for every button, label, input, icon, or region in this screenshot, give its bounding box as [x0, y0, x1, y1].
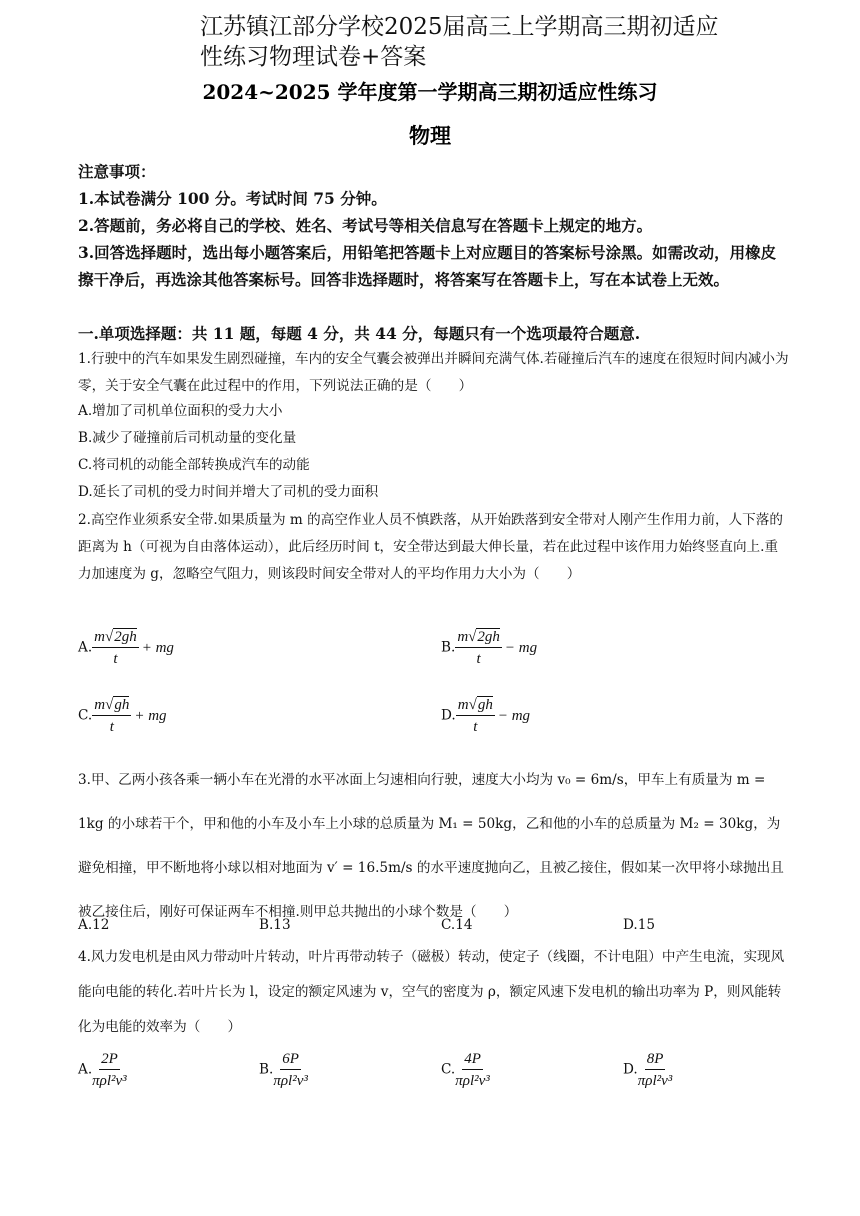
section-title: 一.单项选择题：共 11 题，每题 4 分，共 44 分，每题只有一个选项最符合题意. [78, 324, 641, 343]
option-label: B. [441, 639, 456, 656]
fraction: $\frac{4P}{\text{πρl²v³}}$ [455, 1051, 490, 1089]
question-3-stem: 3.甲、乙两小孩各乘一辆小车在光滑的水平冰面上匀速相向行驶，速度大小均为 v₀ = 6m/s，甲车上有质量为 m = 1kg 的小球若干个，甲和他的小车及小车上小球的总质量为 M₁ = 50kg，乙和他的小车的总质量为 M₂ = 30kg，为避免相撞，甲不断地将小球以相对地面为 v′ = 16.5m/s 的水平速度抛向乙，且被乙接住，假如某一次甲将小球抛出且被乙接住后，刚好可保证两车不相撞.则甲总共抛出的小球个数是（ ） [78, 772, 784, 920]
option-label: A. [78, 639, 93, 656]
question-3-option-a[interactable]: A.12 [78, 917, 110, 933]
question-4-option-b[interactable] [259, 1050, 308, 1090]
question-4-option-a[interactable] [78, 1050, 127, 1090]
exam-subject: 物理 [409, 123, 451, 148]
document-title-line1: 江苏镇江部分学校2025届高三上学期高三期初适应 [200, 14, 719, 40]
fraction: $\frac{m√2gh}{t}$ [94, 629, 137, 667]
question-1-option-c[interactable]: C.将司机的动能全部转换成汽车的动能 [78, 457, 310, 473]
option-label: C. [78, 707, 93, 724]
document-title [200, 12, 760, 72]
question-2-option-c[interactable]: C. $\frac{m√gh}{t}$ + mg [78, 697, 167, 735]
option-label: D. [441, 707, 456, 724]
option-label: B. [259, 1061, 274, 1078]
question-1-stem: 1.行驶中的汽车如果发生剧烈碰撞，车内的安全气囊会被弹出并瞬间充满气体.若碰撞后汽车的速度在很短时间内减小为零，关于安全气囊在此过程中的作用，下列说法正确的是（ ） [78, 351, 789, 394]
notice-item-2: 2.答题前，务必将自己的学校、姓名、考试号等相关信息写在答题卡上规定的地方。 [78, 216, 653, 235]
fraction: $\frac{6P}{\text{πρl²v³}}$ [273, 1051, 308, 1089]
question-2-stem: 2.高空作业须系安全带.如果质量为 m 的高空作业人员不慎跌落，从开始跌落到安全带对人刚产生作用力前，人下落的距离为 h（可视为自由落体运动），此后经历时间 t，安全带达到最大伸长量，若在此过程中该作用力始终竖直向上.重力加速度为 g，忽略空气阻力，则该段时间安全带对人的平均作用力大小为（ ） [78, 512, 783, 582]
question-3-option-d[interactable]: D.15 [623, 917, 656, 933]
fraction: $\frac{m√2gh}{t}$ [457, 629, 500, 667]
fraction: $\frac{m√gh}{t}$ [94, 697, 130, 735]
option-label: D. [623, 1061, 638, 1078]
notice-heading: 注意事项： [78, 162, 156, 181]
question-1-option-b[interactable]: B.减少了碰撞前后司机动量的变化量 [78, 430, 297, 446]
question-3-option-c[interactable]: C.14 [441, 917, 473, 933]
fraction: $\frac{m√gh}{t}$ [457, 697, 493, 735]
question-3-option-b[interactable]: B.13 [259, 917, 291, 933]
question-1-option-d[interactable]: D.延长了司机的受力时间并增大了司机的受力面积 [78, 484, 379, 500]
question-4-option-d[interactable] [623, 1050, 672, 1090]
question-2-option-a[interactable]: A. $\frac{m√2gh}{t}$ + mg [78, 629, 174, 667]
question-2-option-b[interactable]: B. $\frac{m√2gh}{t}$ − mg [441, 629, 538, 667]
exam-year-title: 2024~2025 学年度第一学期高三期初适应性练习 [202, 80, 658, 104]
question-1-option-a[interactable]: A.增加了司机单位面积的受力大小 [78, 403, 283, 419]
question-2-option-d[interactable]: D. $\frac{m√gh}{t}$ − mg [441, 697, 531, 735]
question-4-stem: 4.风力发电机是由风力带动叶片转动，叶片再带动转子（磁极）转动，使定子（线圈，不计电阻）中产生电流，实现风能向电能的转化.若叶片长为 l，设定的额定风速为 v，空气的密度为 ρ，额定风速下发电机的输出功率为 P，则风能转化为电能的效率为（ ） [78, 949, 785, 1035]
notice-item-3: 3.回答选择题时，选出每小题答案后，用铅笔把答题卡上对应题目的答案标号涂黑。如需改动，用橡皮擦干净后，再选涂其他答案标号。回答非选择题时，将答案写在答题卡上，写在本试卷上无效。 [78, 243, 777, 289]
question-4-option-c[interactable] [441, 1050, 490, 1090]
option-label: A. [78, 1061, 93, 1078]
fraction: $\frac{8P}{\text{πρl²v³}}$ [637, 1051, 673, 1089]
option-label: C. [441, 1061, 456, 1078]
document-title-line2: 性练习物理试卷+答案 [200, 44, 427, 70]
notice-item-1: 1.本试卷满分 100 分。考试时间 75 分钟。 [78, 189, 387, 208]
fraction: $\frac{2P}{\text{πρl²v³}}$ [92, 1051, 127, 1089]
